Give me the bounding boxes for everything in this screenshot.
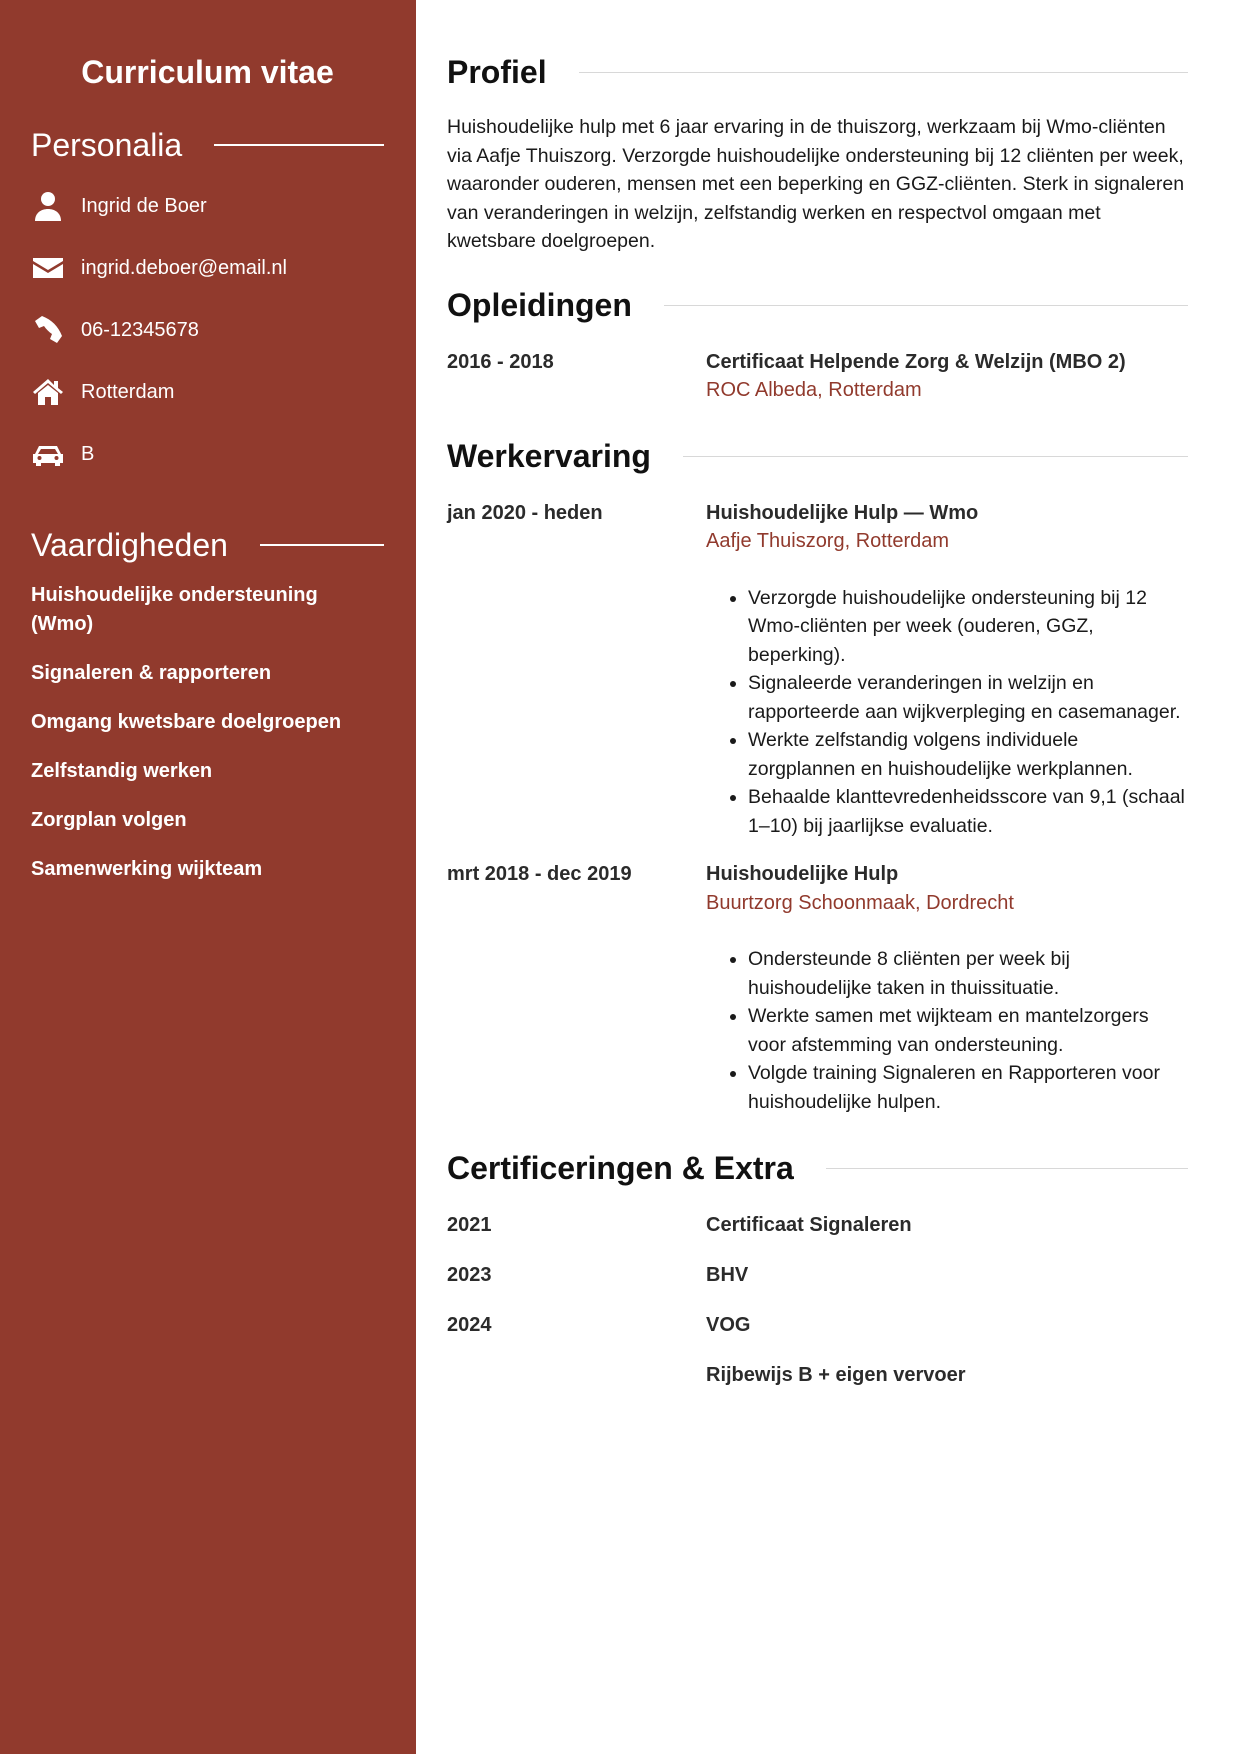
document-title: Curriculum vitae bbox=[81, 54, 334, 90]
entry-organization: ROC Albeda, Rotterdam bbox=[706, 379, 922, 401]
heading-divider bbox=[214, 144, 384, 146]
certification-name: VOG bbox=[706, 1314, 751, 1336]
personalia-header bbox=[31, 125, 384, 165]
heading-divider bbox=[664, 305, 1188, 306]
experience-heading: Werkervaring bbox=[447, 437, 651, 474]
contact-name bbox=[31, 175, 384, 237]
personalia-heading: Personalia bbox=[31, 126, 183, 163]
heading-divider bbox=[683, 456, 1188, 457]
entry-organization: Buurtzorg Schoonmaak, Dordrecht bbox=[706, 891, 1014, 914]
certification-date bbox=[447, 1361, 706, 1411]
experience-entry bbox=[447, 860, 1188, 1116]
bullet-item: • Verzorgde huishoudelijke ondersteuning bij 12 Wmo-cliënten per week (ouderen, GGZ, beperking). bbox=[748, 584, 1188, 670]
entry-date: mrt 2018 - dec 2019 bbox=[447, 863, 632, 885]
entry-bullets bbox=[706, 945, 1188, 1116]
person-icon bbox=[31, 189, 65, 223]
experience-section bbox=[447, 434, 1188, 1117]
education-heading: Opleidingen bbox=[447, 286, 632, 323]
experience-header bbox=[447, 434, 1188, 479]
profile-heading: Profiel bbox=[447, 54, 547, 90]
contact-location bbox=[31, 361, 384, 423]
entry-body bbox=[706, 860, 1188, 1116]
entry-body bbox=[706, 499, 1188, 841]
contact-license bbox=[31, 423, 384, 485]
heading-divider bbox=[579, 72, 1188, 73]
certifications-section bbox=[447, 1146, 1188, 1411]
skill-item: Signaleren & rapporteren bbox=[31, 662, 272, 684]
contact-list bbox=[31, 175, 384, 485]
profile-header bbox=[447, 50, 1188, 95]
contact-phone-text: 06-12345678 bbox=[81, 318, 199, 341]
entry-organization: Aafje Thuiszorg, Rotterdam bbox=[706, 530, 950, 552]
education-entry bbox=[447, 348, 1188, 405]
entry-title: Huishoudelijke Hulp — Wmo bbox=[706, 501, 979, 524]
bullet-item: • Werkte zelfstandig volgens individuele zorgplannen en huishoudelijke werkplannen. bbox=[748, 726, 1188, 783]
entry-title: Certificaat Helpende Zorg & Welzijn (MBO 2) bbox=[706, 350, 1126, 373]
contact-location-text: Rotterdam bbox=[81, 380, 175, 403]
contact-name-text: Ingrid de Boer bbox=[81, 194, 207, 217]
envelope-icon bbox=[31, 251, 65, 285]
heading-divider bbox=[826, 1168, 1188, 1169]
heading-divider bbox=[260, 544, 384, 546]
certifications-list bbox=[447, 1211, 1188, 1411]
profile-section bbox=[447, 50, 1188, 256]
certification-name: Certificaat Signaleren bbox=[706, 1214, 912, 1236]
certification-date: 2023 bbox=[447, 1264, 492, 1286]
bullet-item: • Werkte samen met wijkteam en mantelzorgers voor afstemming van ondersteuning. bbox=[748, 1002, 1188, 1059]
experience-entry bbox=[447, 499, 1188, 841]
certification-date: 2024 bbox=[447, 1314, 492, 1336]
contact-email bbox=[31, 237, 384, 299]
contact-email-text: ingrid.deboer@email.nl bbox=[81, 256, 287, 279]
bullet-item: • Volgde training Signaleren en Rapporteren voor huishoudelijke hulpen. bbox=[748, 1059, 1188, 1116]
skills-heading: Vaardigheden bbox=[31, 526, 228, 563]
entry-body bbox=[706, 348, 1188, 405]
skill-item: Zelfstandig werken bbox=[31, 760, 213, 782]
certification-row bbox=[447, 1311, 1188, 1361]
home-icon bbox=[31, 375, 65, 409]
bullet-item: • Signaleerde veranderingen in welzijn en rapporteerde aan wijkverpleging en casemanager. bbox=[748, 669, 1188, 726]
skills-header bbox=[31, 525, 384, 565]
profile-text: Huishoudelijke hulp met 6 jaar ervaring in de thuiszorg, werkzaam bij Wmo-cliënten via Aafje Thuiszorg. Verzorgde huishoudelijke ondersteuning bij 12 cliënten per week, waaronder ouderen, mensen met een beperking en GGZ-cliënten. Sterk in signaleren van veranderingen in welzijn, zelfstandig werken en respectvol omgaan met kwetsbare doelgroepen. bbox=[447, 116, 1185, 252]
contact-license-text: B bbox=[81, 442, 95, 465]
skill-item: Huishoudelijke ondersteuning (Wmo) bbox=[31, 584, 318, 635]
entry-bullets bbox=[706, 584, 1188, 841]
certification-row bbox=[447, 1361, 1188, 1411]
entry-date: 2016 - 2018 bbox=[447, 350, 554, 373]
entry-date: jan 2020 - heden bbox=[447, 501, 603, 524]
education-header bbox=[447, 283, 1188, 328]
entry-title: Huishoudelijke Hulp bbox=[706, 863, 899, 885]
certifications-header bbox=[447, 1146, 1188, 1191]
certification-row bbox=[447, 1261, 1188, 1311]
certification-name: BHV bbox=[706, 1264, 749, 1286]
bullet-item: • Behaalde klanttevredenheidsscore van 9,1 (schaal 1–10) bij jaarlijkse evaluatie. bbox=[748, 783, 1188, 840]
certification-date: 2021 bbox=[447, 1214, 492, 1236]
car-icon bbox=[31, 437, 65, 471]
contact-phone bbox=[31, 299, 384, 361]
certification-row bbox=[447, 1211, 1188, 1261]
skill-item: Omgang kwetsbare doelgroepen bbox=[31, 711, 342, 733]
skill-item: Zorgplan volgen bbox=[31, 809, 187, 831]
bullet-item: • Ondersteunde 8 cliënten per week bij huishoudelijke taken in thuissituatie. bbox=[748, 945, 1188, 1002]
education-section bbox=[447, 283, 1188, 405]
sidebar bbox=[0, 0, 416, 1754]
phone-icon bbox=[31, 313, 65, 347]
skills-list bbox=[31, 581, 384, 884]
certification-name: Rijbewijs B + eigen vervoer bbox=[706, 1364, 966, 1386]
skill-item: Samenwerking wijkteam bbox=[31, 858, 263, 880]
certifications-heading: Certificeringen & Extra bbox=[447, 1150, 794, 1186]
main-content bbox=[416, 0, 1241, 1754]
